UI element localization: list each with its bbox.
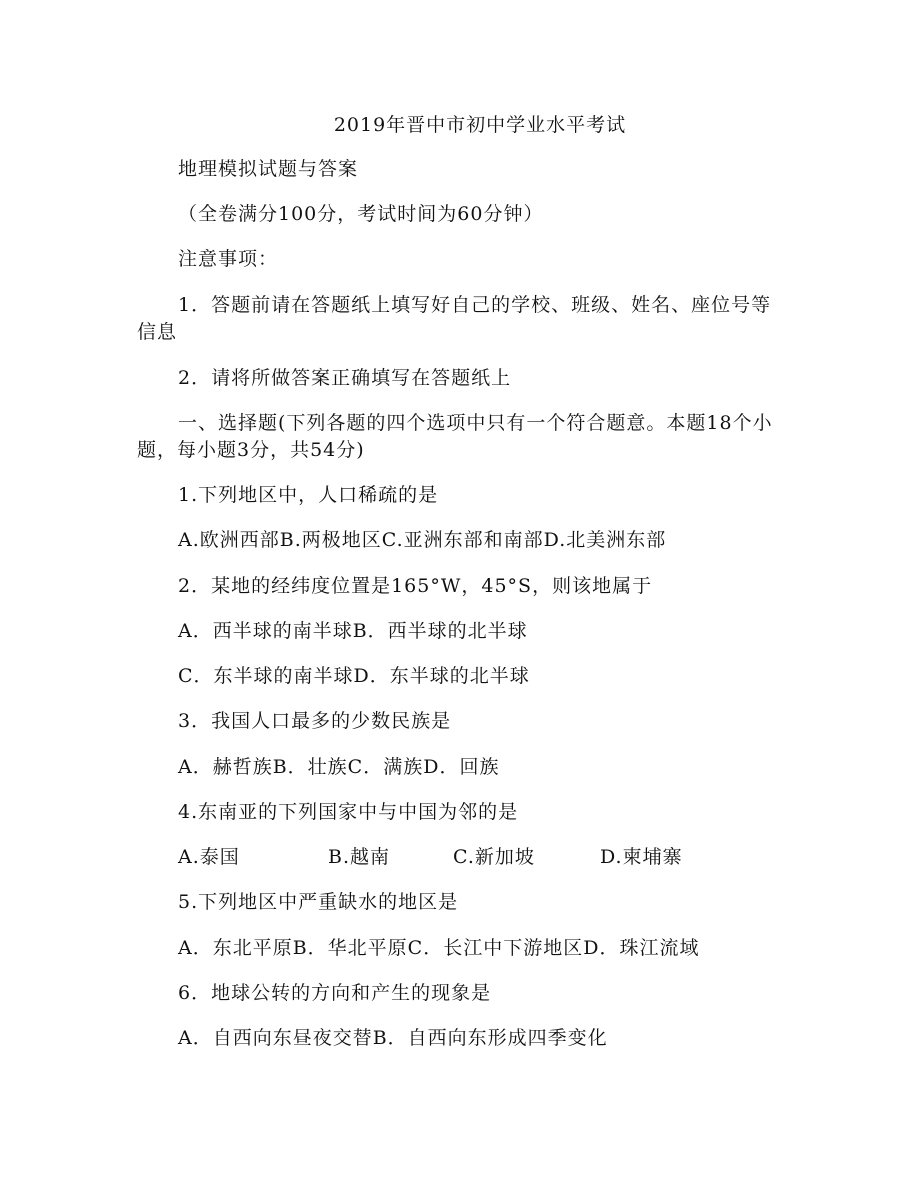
question-1-options: A.欧洲西部B.两极地区C.亚洲东部和南部D.北美洲东部: [178, 529, 667, 551]
question-4-option-c: C.新加坡: [453, 846, 535, 868]
exam-info: （全卷满分100分，考试时间为60分钟）: [178, 203, 544, 225]
question-3-stem: 3．我国人口最多的少数民族是: [178, 710, 452, 732]
question-4-stem: 4.东南亚的下列国家中与中国为邻的是: [178, 801, 519, 823]
notice-item-2: 2．请将所做答案正确填写在答题纸上: [178, 367, 512, 389]
question-5-options: A．东北平原B．华北平原C．长江中下游地区D．珠江流域: [178, 937, 700, 959]
notice-item-1: 1．答题前请在答题纸上填写好自己的学校、班级、姓名、座位号等信息: [137, 294, 772, 343]
question-4-option-a: A.泰国: [178, 846, 240, 868]
notice-heading: 注意事项：: [178, 248, 279, 270]
question-4-option-b: B.越南: [328, 846, 391, 868]
question-6-options: A．自西向东昼夜交替B．自西向东形成四季变化: [178, 1027, 608, 1049]
section-heading-choice: 一、选择题(下列各题的四个选项中只有一个符合题意。本题18个小题，每小题3分，共54分): [137, 412, 773, 461]
exam-title: 2019年晋中市初中学业水平考试: [333, 114, 627, 136]
question-3-options: A．赫哲族B．壮族C．满族D．回族: [178, 756, 500, 778]
question-1-stem: 1.下列地区中，人口稀疏的是: [178, 484, 439, 506]
question-2-options-a-b: A．西半球的南半球B．西半球的北半球: [178, 620, 528, 642]
question-4-option-d: D.柬埔寨: [600, 846, 683, 868]
question-2-stem: 2．某地的经纬度位置是165°W，45°S，则该地属于: [178, 575, 653, 597]
question-4-options: [178, 846, 738, 868]
question-5-stem: 5.下列地区中严重缺水的地区是: [178, 891, 459, 913]
question-6-stem: 6．地球公转的方向和产生的现象是: [178, 982, 492, 1004]
exam-subtitle: 地理模拟试题与答案: [178, 158, 359, 180]
question-2-options-c-d: C．东半球的南半球D．东半球的北半球: [178, 665, 530, 687]
